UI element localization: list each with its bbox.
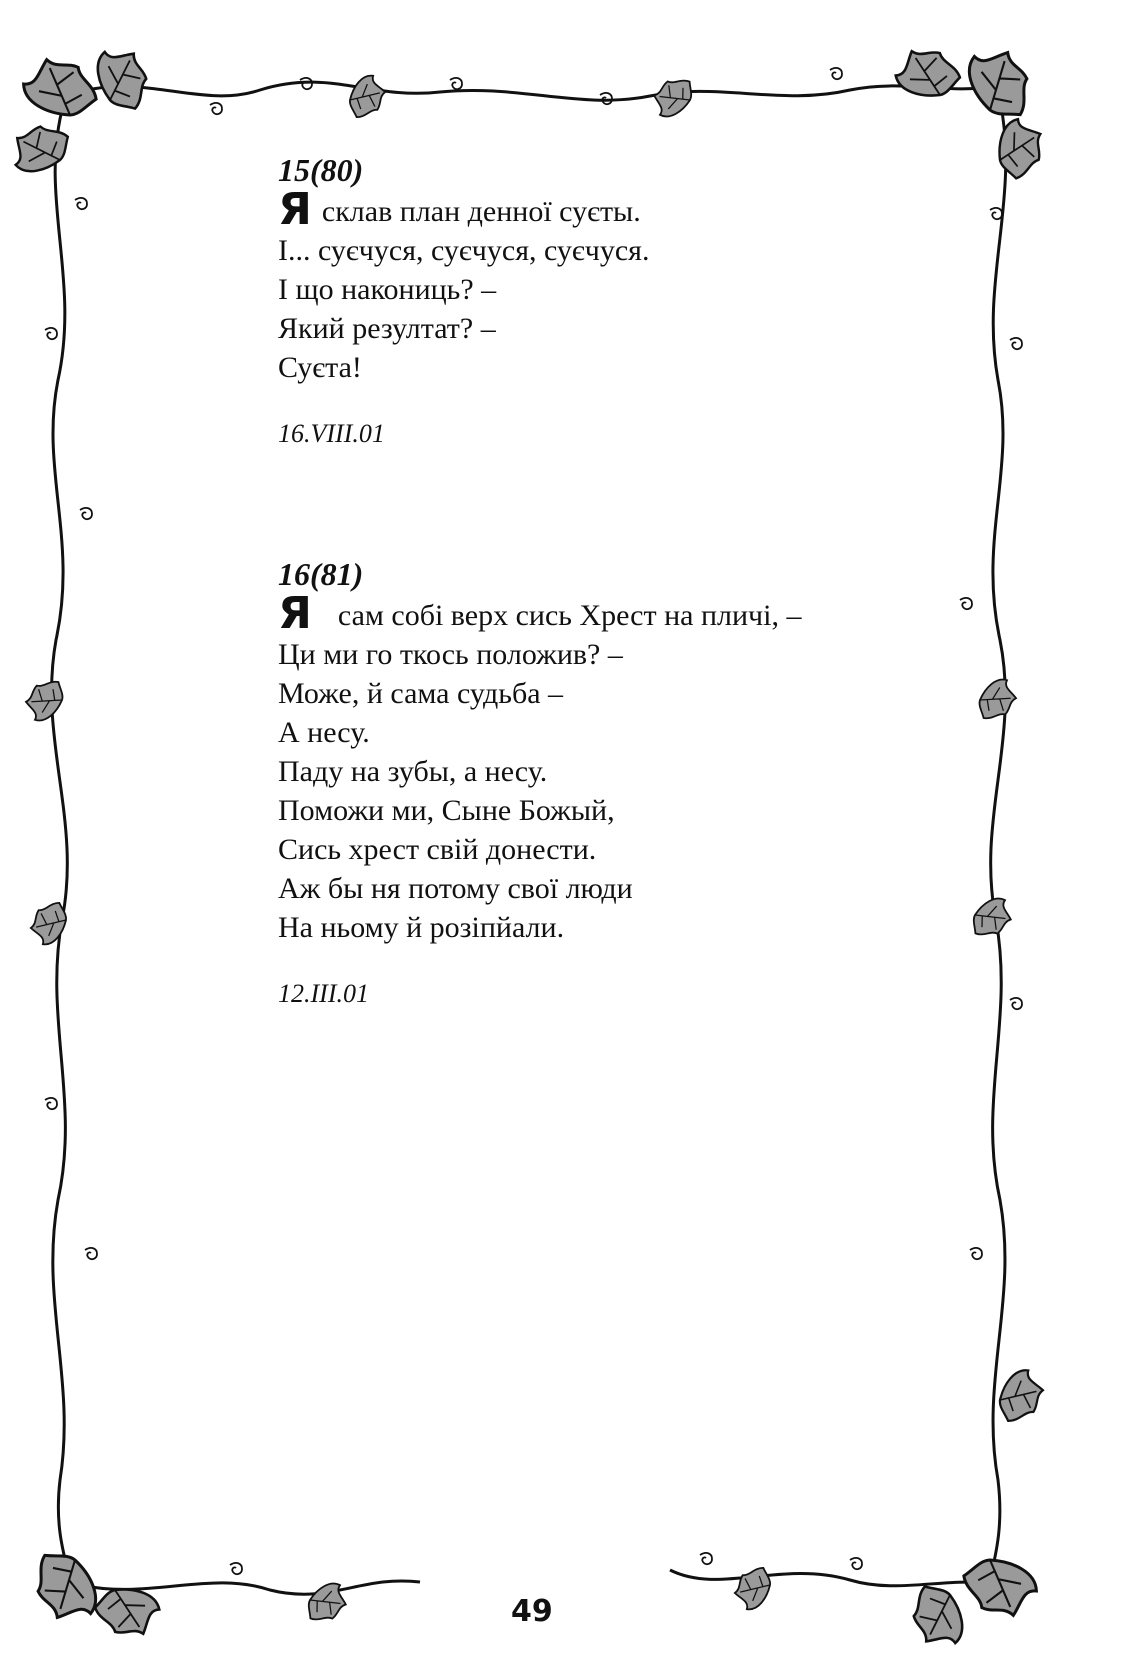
poem-date: 16.VIII.01: [278, 419, 385, 448]
poem-line: Може, й сама судьба –: [278, 677, 564, 710]
drop-cap: Я: [278, 184, 312, 235]
poem-line: Суєта!: [278, 351, 362, 384]
poem-line: Сись хрест свій донести.: [278, 833, 597, 866]
first-line-text: склав план денної суєты.: [321, 195, 641, 228]
poem-number: 15(80): [278, 152, 364, 188]
poem-line: На ньому й розіпйали.: [278, 911, 565, 944]
poem-line: [278, 588, 802, 639]
poem-line: Аж бы ня потому свої люди: [278, 872, 633, 905]
drop-cap: Я: [278, 588, 312, 639]
poem-line: Поможи ми, Сыне Божый,: [278, 794, 615, 827]
poem-number: 16(81): [278, 556, 364, 592]
poem-line: І що накониць? –: [278, 273, 497, 306]
first-line-text: сам собі верх сись Хрест на пличі, –: [337, 599, 802, 632]
poem-line: А несу.: [278, 716, 370, 749]
poem-line: Паду на зубы, а несу.: [278, 755, 548, 788]
poem-date: 12.III.01: [278, 979, 369, 1008]
poem-line: [278, 184, 649, 235]
poem-16: [278, 556, 801, 1009]
poem-line: Ци ми го ткось положив? –: [278, 638, 623, 671]
poem-15: [278, 152, 649, 449]
page-number: 49: [511, 1594, 553, 1629]
poem-line: І... суєчуся, суєчуся, суєчуся.: [278, 234, 650, 267]
poem-line: Який резултат? –: [278, 312, 496, 345]
